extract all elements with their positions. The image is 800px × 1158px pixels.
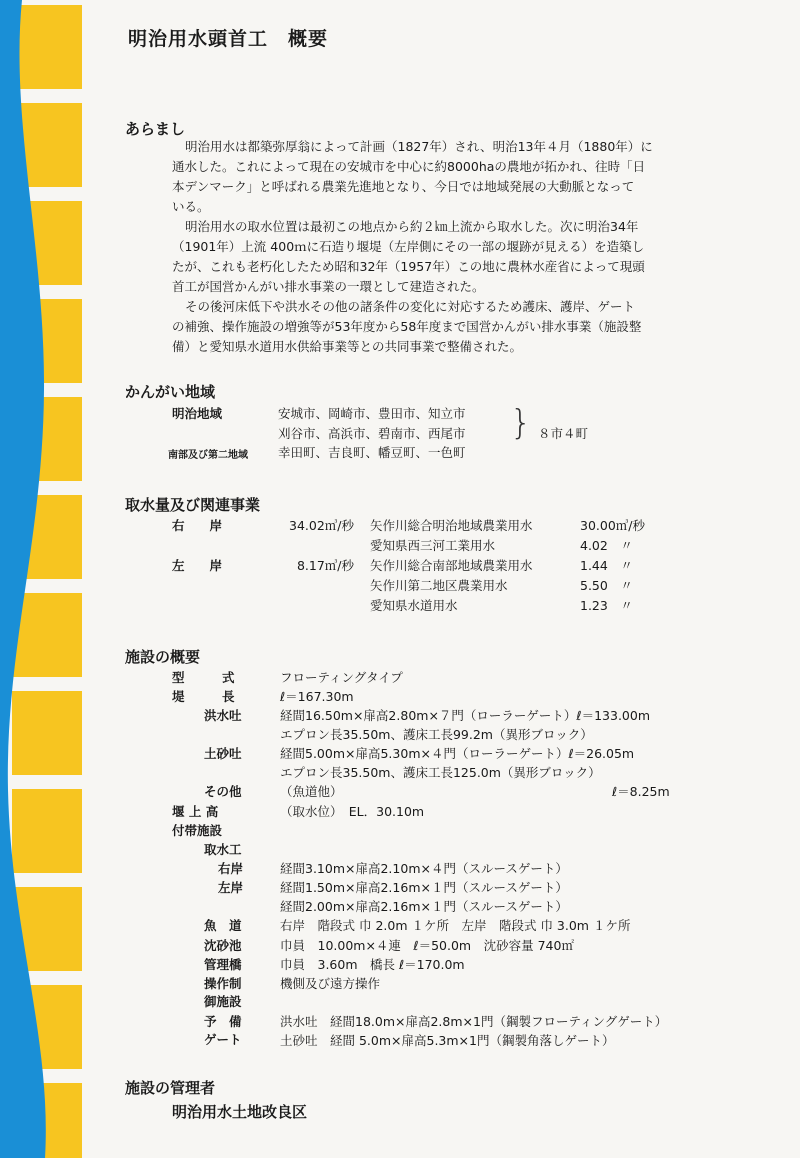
intake-project-value: 30.00㎥/秒: [580, 518, 645, 533]
facility-item-label: 取水工: [204, 842, 242, 857]
arashi-paragraph-2-line: （1901年）上流 400ｍに石造り堰堤（左岸側にその一部の堰跡が見える）を造築し: [172, 239, 645, 254]
intake-side-label: 右 岸: [172, 518, 223, 533]
facility-item-detail: 経間1.50m×扉高2.16m×１門（スルースゲート）: [280, 880, 568, 896]
facility-item-detail: エプロン長35.50m、護床工長99.2m（異形ブロック）: [280, 727, 593, 743]
facility-item-label: 予 備: [204, 1014, 242, 1029]
facility-item-detail: 洪水吐 経間18.0m×扉高2.8m×1門（鋼製フローティングゲート）: [280, 1014, 668, 1029]
facility-item-label: 堰 上 高: [172, 803, 219, 819]
facility-item-label: 堤 長: [172, 689, 235, 705]
section-heading-arashi: あらまし: [125, 120, 186, 138]
facility-item-detail: 経間2.00m×扉高2.16m×１門（スルースゲート）: [280, 899, 568, 915]
decorative-wave-band: [0, 0, 110, 1158]
facility-item-label: 御施設: [204, 994, 242, 1009]
intake-project-name: 矢作川総合明治地域農業用水: [370, 518, 533, 533]
region-total: ８市４町: [538, 426, 589, 441]
facility-item-label: その他: [204, 784, 242, 800]
facility-item-detail: 機側及び遠方操作: [280, 976, 381, 991]
facility-item-label: 沈砂池: [204, 937, 242, 953]
intake-project-value: 1.23 〃: [580, 598, 633, 613]
facility-item-detail: 右岸 階段式 巾 2.0m １ケ所 左岸 階段式 巾 3.0m １ケ所: [280, 918, 631, 934]
south-region-label: 南部及び第二地域: [168, 450, 248, 461]
intake-project-value: 1.44 〃: [580, 558, 633, 573]
facility-item-label: 左岸: [218, 880, 244, 896]
section-heading-facility: 施設の概要: [125, 648, 201, 666]
facility-item-detail: 経間3.10m×扉高2.10m×４門（スルースゲート）: [280, 861, 568, 877]
south-towns-line: 幸田町、吉良町、幡豆町、一色町: [278, 445, 466, 460]
section-heading-irrigation: かんがい地域: [125, 383, 216, 401]
facility-item-label: 土砂吐: [204, 746, 242, 762]
yellow-stripe: [12, 691, 82, 775]
grouping-brace: }: [510, 403, 532, 443]
page-title: 明治用水頭首工 概要: [128, 28, 329, 50]
facility-item-label: 付帯施設: [172, 822, 223, 838]
management-organization: 明治用水土地改良区: [172, 1103, 308, 1121]
section-heading-intake: 取水量及び関連事業: [125, 496, 261, 514]
intake-project-name: 愛知県水道用水: [370, 598, 458, 613]
meiji-cities-line2: 刈谷市、高浜市、碧南市、西尾市: [278, 426, 466, 441]
facility-item-label: 型 式: [172, 670, 235, 685]
facility-item-detail: 経間16.50m×扉高2.80m×７門（ローラーゲート）ℓ＝133.00m: [280, 708, 650, 724]
facility-item-detail: 巾員 3.60m 橋長 ℓ＝170.0m: [280, 956, 465, 972]
intake-amount: 8.17㎥/秒: [296, 558, 354, 573]
arashi-paragraph-2-line: 首工が国営かんがい排水事業の一環として建造された。: [172, 279, 485, 294]
facility-item-detail: フローティングタイプ: [280, 670, 403, 685]
facility-item-label: ゲート: [204, 1032, 242, 1047]
facility-item-detail: 経間5.00m×扉高5.30m×４門（ローラーゲート）ℓ＝26.05m: [280, 746, 635, 762]
arashi-paragraph-1-line: 本デンマーク」と呼ばれる農業先進地となり、今日では地域発展の大動脈となって: [172, 179, 635, 194]
facility-item-label: 右岸: [218, 861, 244, 877]
facility-item-detail: 巾員 10.00m×４連 ℓ＝50.0m 沈砂容量 740㎡: [280, 937, 574, 953]
facility-item-length: ℓ＝8.25m: [612, 784, 670, 800]
arashi-paragraph-3-line: の補強、操作施設の増強等が53年度から58年度まで国営かんがい排水事業（施設整: [172, 319, 642, 334]
intake-project-name: 愛知県西三河工業用水: [370, 538, 496, 553]
facility-item-detail: （魚道他）: [280, 784, 343, 800]
yellow-stripe: [12, 5, 82, 89]
intake-project-value: 4.02 〃: [580, 538, 633, 553]
facility-item-label: 操作制: [204, 976, 242, 991]
meiji-cities-line1: 安城市、岡崎市、豊田市、知立市: [278, 406, 466, 421]
intake-project-name: 矢作川第二地区農業用水: [370, 578, 508, 593]
intake-project-name: 矢作川総合南部地域農業用水: [370, 558, 533, 573]
section-heading-management: 施設の管理者: [125, 1079, 216, 1097]
facility-item-detail: ℓ＝167.30m: [280, 689, 354, 705]
arashi-paragraph-1-line: 明治用水は都築弥厚翁によって計画（1827年）され、明治13年４月（1880年）に: [185, 139, 653, 154]
arashi-paragraph-1-line: 通水した。これによって現在の安城市を中心に約8000haの農地が拓かれ、往時「日: [172, 159, 646, 174]
facility-item-label: 魚 道: [204, 918, 242, 934]
facility-item-label: 管理橋: [204, 956, 242, 972]
facility-item-detail: （取水位） EL．30.10m: [280, 803, 425, 819]
arashi-paragraph-2-line: 明治用水の取水位置は最初この地点から約２㎞上流から取水した。次に明治34年: [185, 219, 639, 234]
facility-item-detail: エプロン長35.50m、護床工長125.0m（異形ブロック）: [280, 765, 601, 781]
facility-item-label: 洪水吐: [204, 708, 242, 724]
meiji-region-label: 明治地域: [172, 406, 223, 421]
yellow-stripe: [12, 789, 82, 873]
intake-project-value: 5.50 〃: [580, 578, 633, 593]
intake-amount: 34.02㎥/秒: [289, 518, 354, 533]
arashi-paragraph-3-line: 備）と愛知県水道用水供給事業等との共同事業で整備された。: [172, 339, 523, 354]
arashi-paragraph-2-line: たが、これも老朽化したため昭和32年（1957年）この地に農林水産省によって現頭: [172, 259, 645, 274]
facility-item-detail: 土砂吐 経間 5.0m×扉高5.3m×1門（鋼製角落しゲート）: [280, 1033, 615, 1048]
arashi-paragraph-3-line: その後河床低下や洪水その他の諸条件の変化に対応するため護床、護岸、ゲート: [185, 299, 636, 314]
intake-side-label: 左 岸: [172, 558, 223, 573]
arashi-paragraph-1-line: いる。: [172, 199, 210, 214]
